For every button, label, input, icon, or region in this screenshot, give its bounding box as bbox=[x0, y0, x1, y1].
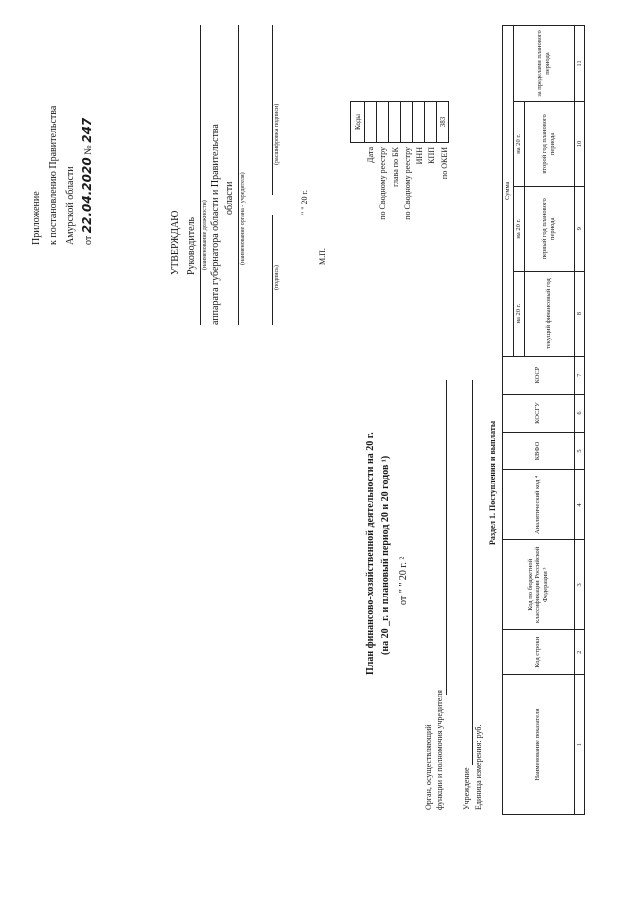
codes-label-kpp: КПП bbox=[427, 147, 437, 164]
codes-cell-date bbox=[365, 102, 377, 143]
col-num-11: 11 bbox=[574, 26, 585, 102]
col-num-5: 5 bbox=[574, 432, 585, 470]
signature-caption: (подпись) bbox=[274, 265, 280, 290]
approval-role: Руководитель bbox=[186, 216, 197, 275]
approval-org-line-1: аппарата губернатора области и Правительства bbox=[210, 124, 221, 325]
header-sum: Сумма bbox=[503, 26, 514, 357]
role-underline bbox=[200, 25, 201, 325]
stamp-placeholder: М.П. bbox=[318, 248, 327, 265]
codes-label-chapter: глава по БК bbox=[390, 147, 400, 187]
org-underline bbox=[238, 25, 239, 325]
appendix-line-3: Амурской области bbox=[65, 166, 76, 245]
date-prefix: от bbox=[83, 235, 94, 245]
receipts-payments-table bbox=[502, 25, 585, 815]
plan-title-line-2: (на 20 _г. и плановый период 20 и 20 годов ¹) bbox=[380, 455, 391, 655]
appendix-title: Приложение bbox=[31, 191, 42, 245]
codes-header: Коды bbox=[351, 102, 365, 143]
unit-label: Единица измерения: руб. bbox=[474, 724, 483, 810]
signature-line bbox=[272, 215, 273, 325]
decode-line bbox=[272, 25, 273, 195]
organ-underline bbox=[446, 380, 447, 695]
header-kvfo: КВФО bbox=[503, 432, 575, 470]
appendix-date-line bbox=[79, 106, 97, 245]
approval-title: УТВЕРЖДАЮ bbox=[170, 210, 181, 275]
codes-cell-okei: 383 bbox=[437, 102, 449, 143]
org-caption: (наименование органа - учредителя) bbox=[240, 172, 246, 265]
col-num-7: 7 bbox=[574, 356, 585, 394]
approval-org-line-2: области bbox=[224, 181, 235, 215]
header-beyond-period: за пределами планового периода bbox=[513, 26, 574, 102]
col-num-1: 1 bbox=[574, 675, 585, 815]
organ-label-2: функции и полномочия учредителя bbox=[435, 690, 444, 810]
codes-cell-chapter bbox=[389, 102, 401, 143]
codes-label-date: Дата bbox=[366, 147, 375, 163]
codes-label-registry: по Сводному реестру bbox=[378, 147, 388, 220]
plan-title-line-1: План финансово-хозяйственной деятельности на 20 г. bbox=[365, 432, 376, 675]
col-num-6: 6 bbox=[574, 394, 585, 432]
col-num-9: 9 bbox=[574, 186, 585, 271]
header-year-2-bottom: первый год планового периода bbox=[524, 186, 574, 271]
header-year-2-top: на 20 г. bbox=[513, 186, 524, 271]
codes-cell-inn bbox=[413, 102, 425, 143]
header-year-1-bottom: текущий финансовый год bbox=[524, 271, 574, 356]
section-title: Раздел 1. Поступления и выплаты bbox=[488, 420, 497, 545]
header-year-1-top: на 20 г. bbox=[513, 271, 524, 356]
col-num-8: 8 bbox=[574, 271, 585, 356]
codes-label-inn: ИНН bbox=[415, 147, 425, 165]
col-num-3: 3 bbox=[574, 540, 585, 630]
organ-label-1: Орган, осуществляющий bbox=[424, 724, 433, 810]
codes-labels bbox=[365, 147, 451, 245]
codes-cell-registry bbox=[377, 102, 389, 143]
col-num-2: 2 bbox=[574, 630, 585, 675]
header-kosgu: КОСГУ bbox=[503, 394, 575, 432]
number-prefix: № bbox=[83, 145, 94, 155]
header-year-3-bottom: второй год планового периода bbox=[524, 102, 574, 187]
institution-underline bbox=[472, 380, 473, 765]
col-num-10: 10 bbox=[574, 102, 585, 187]
role-caption: (наименование должности) bbox=[202, 200, 208, 270]
codes-table bbox=[350, 101, 449, 143]
header-kosr: КОСР bbox=[503, 356, 575, 394]
handwritten-date: 22.04.2020 bbox=[80, 157, 94, 234]
header-row-code: Код строки bbox=[503, 630, 575, 675]
appendix-block bbox=[28, 106, 97, 245]
codes-label-registry-2: по Сводному реестру bbox=[402, 147, 412, 220]
decode-caption: (расшифровка подписи) bbox=[274, 103, 280, 165]
appendix-line-2: к постановлению Правительства bbox=[48, 105, 59, 245]
plan-date-line: от " " 20 г. ² bbox=[398, 556, 409, 605]
header-year-3-top: на 20 г. bbox=[513, 102, 524, 187]
header-bk-code: Код по бюджетной классификации Российской Федерации ³ bbox=[503, 540, 575, 630]
codes-cell-registry-2 bbox=[401, 102, 413, 143]
col-num-4: 4 bbox=[574, 470, 585, 540]
approval-date-line: " " 20 г. bbox=[300, 190, 309, 215]
institution-label: Учреждение bbox=[462, 767, 471, 810]
header-indicator-name: Наименование показателя bbox=[503, 675, 575, 815]
codes-label-okei: по ОКЕИ bbox=[439, 147, 449, 180]
codes-cell-kpp bbox=[425, 102, 437, 143]
handwritten-number: 247 bbox=[80, 117, 94, 143]
header-analytic-code: Аналитический код ⁴ bbox=[503, 470, 575, 540]
